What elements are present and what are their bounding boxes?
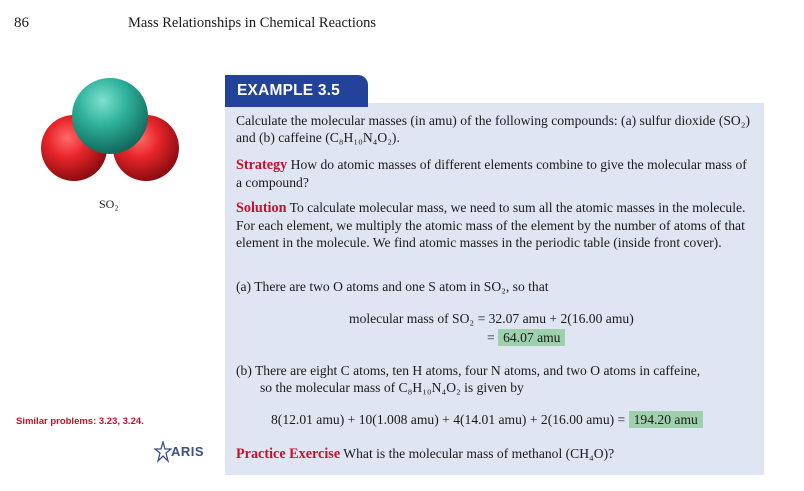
so2-molecule-model [40, 72, 180, 187]
strategy-heading: Strategy [236, 157, 288, 173]
practice-exercise [236, 445, 754, 463]
equation-a: molecular mass of SO₂ = 32.07 amu + 2(16.00 amu) [349, 311, 634, 326]
aris-star-icon [154, 441, 172, 463]
equation-a-result-line [487, 330, 565, 346]
page-number: 86 [14, 15, 29, 31]
aris-logo-text: ARIS [171, 444, 205, 459]
example-tab [225, 75, 368, 107]
equation-b-lhs: 8(12.01 amu) + 10(1.008 amu) + 4(14.01 amu) + 2(16.00 amu) = [271, 412, 626, 427]
running-head: Mass Relationships in Chemical Reactions [128, 15, 377, 31]
part-a-text: (a) There are two O atoms and one S atom in SO₂, so that [236, 279, 549, 294]
practice-heading: Practice Exercise [236, 446, 341, 462]
equation-b [271, 412, 703, 428]
similar-problems-note: Similar problems: 3.23, 3.24. [16, 416, 144, 427]
solution-heading: Solution [236, 200, 287, 216]
equation-a-equals: = [487, 330, 495, 345]
molecule-label: SO₂ [99, 197, 119, 211]
solution-text: To calculate molecular mass, we need to sum all the atomic masses in the molecule. For each element, we multiply the atomic mass of the element by the number of atoms of that element in the molecule. We find atomic masses in the periodic table (inside front cover). [236, 200, 746, 250]
solution-paragraph [236, 199, 754, 251]
equation-a-result: 64.07 amu [498, 329, 565, 346]
sulfur-atom [72, 78, 148, 154]
part-b-line-2: so the molecular mass of C₈H₁₀N₄O₂ is given by [260, 380, 524, 395]
example-question: Calculate the molecular masses (in amu) of the following compounds: (a) sulfur dioxide (SO₂) and (b) caffeine (C₈H₁₀N₄O₂). [236, 113, 751, 145]
practice-text: What is the molecular mass of methanol (CH₄O)? [343, 446, 615, 461]
example-title: EXAMPLE 3.5 [237, 82, 340, 99]
part-b-line-1: (b) There are eight C atoms, ten H atoms, four N atoms, and two O atoms in caffeine, [236, 363, 701, 378]
equation-b-result: 194.20 amu [629, 411, 703, 428]
strategy-paragraph [236, 156, 754, 191]
strategy-text: How do atomic masses of different elements combine to give the molecular mass of a compound? [236, 157, 747, 190]
aris-logo[interactable] [154, 441, 208, 463]
